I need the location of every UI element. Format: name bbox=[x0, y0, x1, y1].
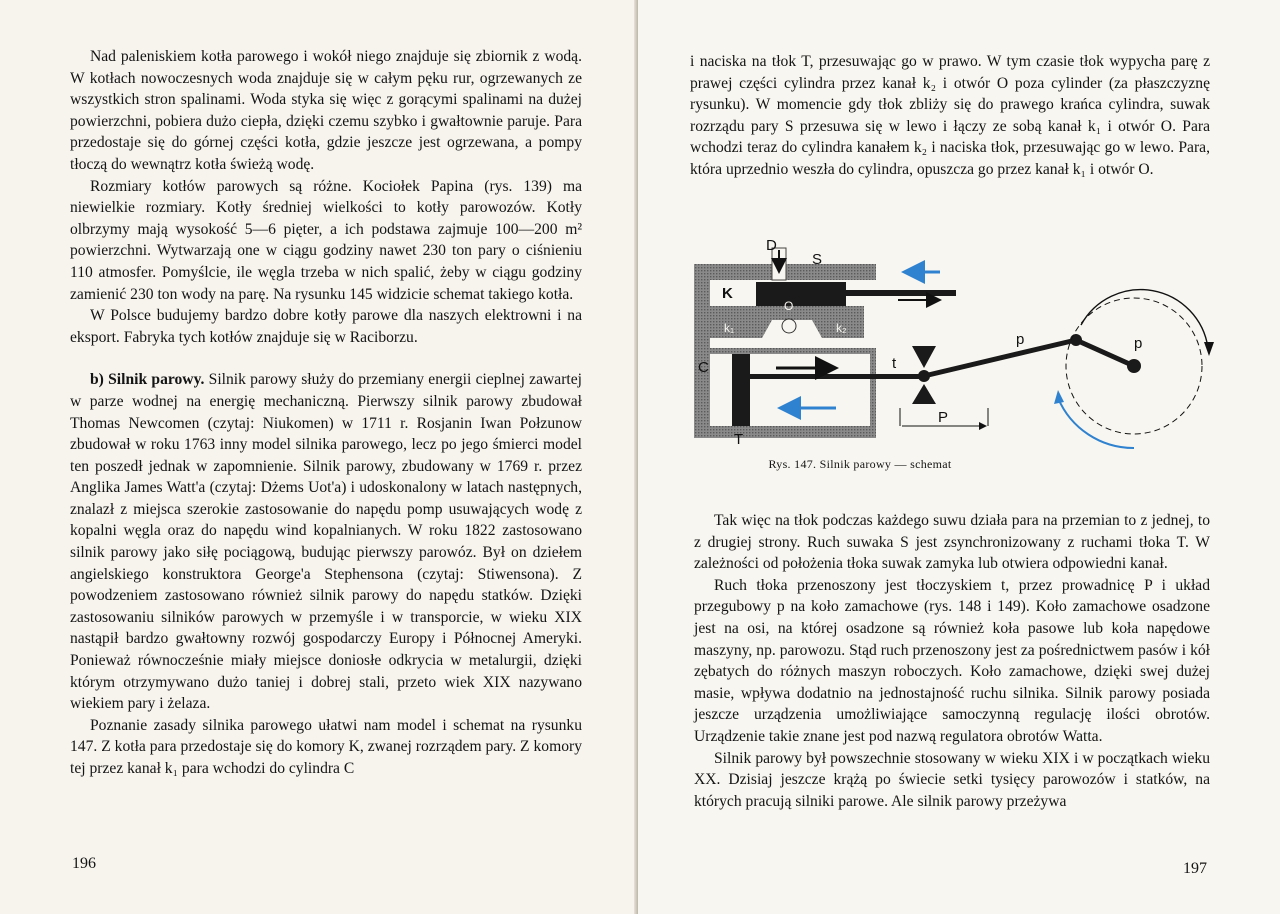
label-k2: k₂ bbox=[836, 321, 847, 335]
label-p-rod: p bbox=[1016, 331, 1025, 348]
right-paragraph-1: i naciska na tłok T, przesuwając go w prawo. W tym czasie tłok wypycha parę z prawej części cylindra przez kanał k₂ i otwór O poza cylinder (za płaszczyznę rysunku). W momencie gdy tłok zbliży się do prawego krańca cylindra, suwak rozrządu pary S przesuwa się w lewo i łączy ze sobą kanał k₁ i otwór O. Para wchodzi teraz do cylindra kanałem k₂ i naciska tłok, przesuwając go w lewo. Para, która uprzednio weszła do cylindra, opuszcza go przez kanał k₁ i otwór O. bbox=[690, 53, 1210, 178]
left-paragraph-2: Rozmiary kotłów parowych są różne. Kociołek Papina (rys. 139) ma niewielkie rozmiary. Kotły średniej wielkości to kotły parowozów. Kotły olbrzymy mają wysokość 5—6 pięter, a ich podstawa zajmuje 100—200 m² powierzchni. Wytwarzają one w ciągu godziny nawet 230 ton pary o ciśnieniu 110 atmosfer. Pomyślcie, ile węgla trzeba w nich spalić, żeby w ciągu godziny zamienić 230 ton wody na parę. Na rysunku 145 widzicie schemat takiego kotła. bbox=[70, 177, 582, 303]
valve-rod bbox=[846, 290, 956, 296]
right-text-column bbox=[690, 51, 1210, 181]
label-P: P bbox=[938, 409, 949, 426]
left-paragraph-3: W Polsce budujemy bardzo dobre kotły parowe dla naszych elektrowni i na eksport. Fabryka tych kotłów znajduje się w Raciborzu. bbox=[70, 307, 582, 346]
right-text-column-lower bbox=[694, 510, 1210, 812]
left-page bbox=[0, 0, 638, 914]
label-K: K bbox=[722, 285, 733, 302]
right-paragraph-4: Silnik parowy był powszechnie stosowany w wieku XIX i w początkach wieku XX. Dzisiaj jeszcze krążą po świecie setki tysięcy parowozów i statków, na których pracują silniki parowe. Ale silnik parowy przeżywa bbox=[694, 749, 1210, 810]
crank bbox=[1076, 340, 1134, 366]
label-T: T bbox=[734, 431, 744, 448]
figure-caption: Rys. 147. Silnik parowy — schemat bbox=[768, 457, 952, 471]
label-k1: k₁ bbox=[724, 321, 735, 335]
page-number-right: 197 bbox=[1183, 860, 1207, 877]
connecting-rod bbox=[924, 340, 1076, 376]
steam-engine-diagram bbox=[686, 228, 1226, 460]
left-paragraph-4 bbox=[70, 369, 582, 715]
left-paragraph-4-body: Silnik parowy służy do przemiany energii cieplnej zawartej w parze wodnej na energię mechaniczną. Pierwszy silnik parowy zbudował Thomas Newcomen (czytaj: Niukomen) w 1711 r. Rosjanin Iwan Połzunow zbudował w roku 1763 inny model silnika parowego, lecz po jego śmierci model ten poszedł jednak w zapomnienie. Silnik parowy, zbudowany w 1769 r. przez Anglika James Watt'a (czytaj: Dżems Uot'a) i udoskonalony w latach następnych, znalazł z miejsca szerokie zastosowanie do napędu pomp usuwających wodę z kopalni węgla oraz do napędu wind kopalnianych. W roku 1822 zastosowano silnik parowy jako siłę pociągową, budując pierwszy parowóz. Był on dziełem angielskiego konstruktora George'a Stephensona (czytaj: Stiwensona). Z powodzeniem zastosowano również silnik parowy do napędu statków. Dzięki zastosowaniu silników parowych w przemyśle i w transporcie, w wieku XIX nastąpił bardzo gwałtowny rozwój gospodarczy Europy i Północnej Ameryki. Ponieważ równocześnie miały miejsce doniosłe odkrycia w metalurgii, dzięki którym otrzymywano dużo taniej i dobrej stali, przeto wiek XIX nazywano wiekiem pary i żelaza. bbox=[70, 371, 582, 713]
label-O: O bbox=[784, 299, 794, 313]
label-D: D bbox=[766, 237, 777, 254]
right-paragraph-2: Tak więc na tłok podczas każdego suwu działa para na przemian to z jednej, to z drugiej strony. Ruch suwaka S jest zsynchronizowany z ruchami tłoka T. W zależności od położenia tłoka suwak zamyka lub otwiera odpowiedni kanał. bbox=[694, 512, 1210, 573]
page-number-left: 196 bbox=[72, 855, 96, 872]
label-p-wheel: p bbox=[1134, 335, 1143, 352]
label-t: t bbox=[892, 355, 897, 372]
left-text-column bbox=[70, 46, 582, 780]
label-C: C bbox=[698, 359, 709, 376]
label-S: S bbox=[812, 251, 823, 268]
left-paragraph-1: Nad paleniskiem kotła parowego i wokół niego znajduje się zbiornik z wodą. W kotłach nowoczesnych woda znajduje się w całym pęku rur, ogrzewanych ze wszystkich stron spalinami. Woda styka się więc z gorącymi spalinami na dużej powierzchni, pobiera dużo ciepła, dzięki czemu szybko i gwałtownie paruje. Para przedostaje się do górnej części kotła, gdzie jeszcze jest ogrzewana, a pompy tłoczą do wewnątrz kotła świeżą wodę. bbox=[70, 48, 582, 173]
section-heading: b) Silnik parowy. bbox=[90, 371, 205, 389]
piston bbox=[732, 354, 750, 426]
left-paragraph-5: Poznanie zasady silnika parowego ułatwi nam model i schemat na rysunku 147. Z kotła para przedostaje się do komory K, zwanej rozrządem pary. Z komory tej przez kanał k₁ para wchodzi do cylindra C bbox=[70, 716, 582, 777]
exhaust-port bbox=[782, 319, 796, 333]
right-paragraph-3: Ruch tłoka przenoszony jest tłoczyskiem t, przez prowadnicę P i układ przegubowy p na koło zamachowe (rys. 148 i 149). Koło zamachowe osadzone jest na osi, na której osadzone są również koła pasowe lub koła napędowe maszyny, np. parowozu. Stąd ruch przenoszony jest za pośrednictwem pasów i kół zębatych do różnych maszyn roboczych. Koło zamachowe, dzięki swej dużej masie, wpływa dodatnio na jednostajność ruchu silnika. Silnik parowy posiada jeszcze urządzenia umożliwiające samoczynną regulację ilości obrotów. Urządzenie takie znane jest pod nazwą regulatora obrotów Watta. bbox=[694, 576, 1210, 745]
piston-rod bbox=[750, 374, 926, 379]
